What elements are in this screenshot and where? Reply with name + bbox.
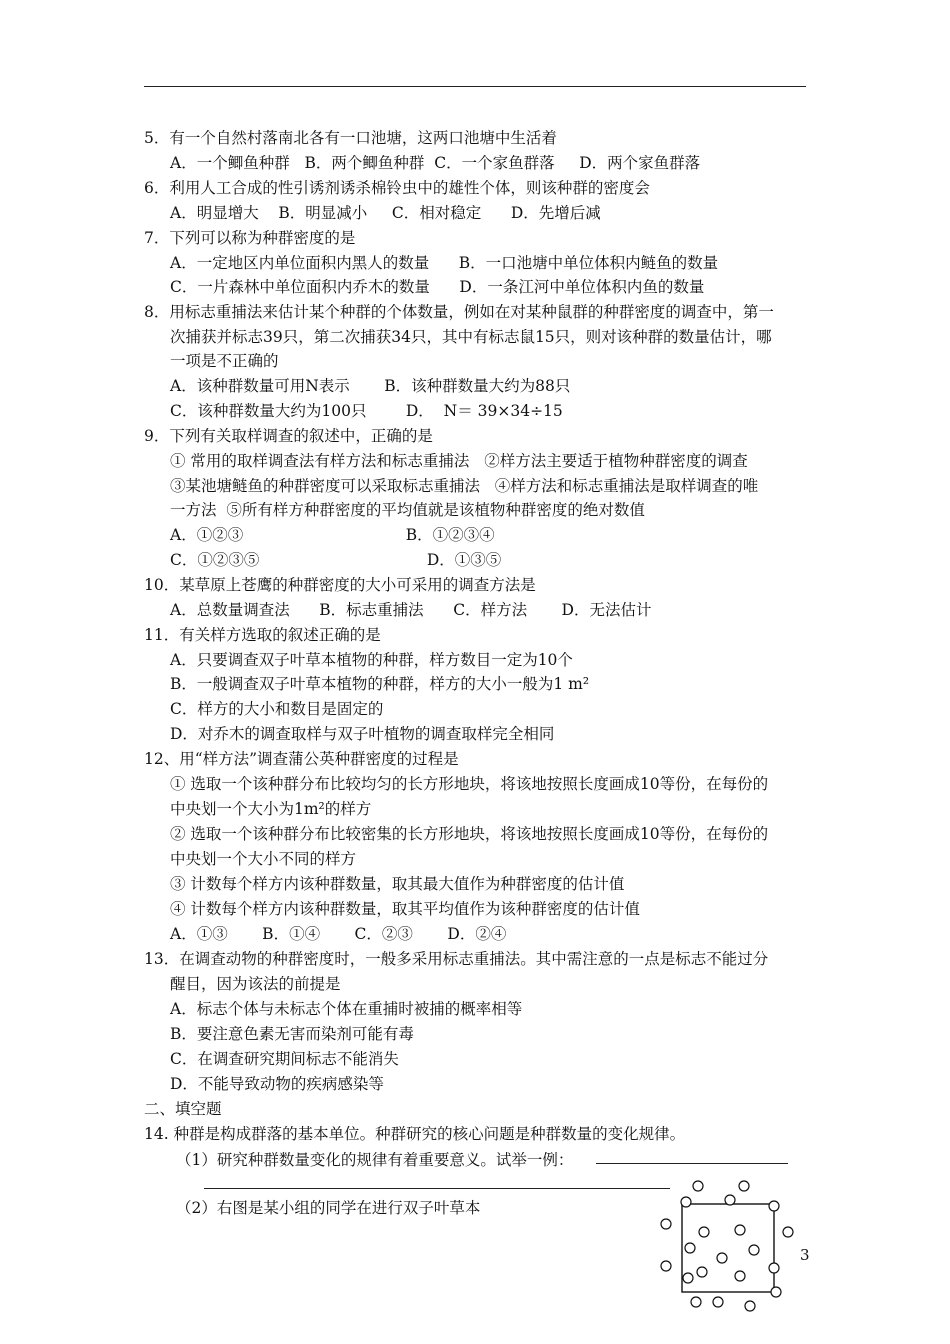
q7-stem: 7．下列可以称为种群密度的是 (144, 229, 356, 247)
q14-part-1: （1）研究种群数量变化的规律有着重要意义。试举一例： (176, 1151, 574, 1169)
q12-statement-1b: 中央划一个大小为1m²的样方 (170, 800, 372, 818)
q11-option-c: C．样方的大小和数目是固定的 (170, 700, 384, 718)
q14-answer-blank-1 (596, 1163, 788, 1164)
q13-option-d: D．不能导致动物的疾病感染等 (170, 1075, 384, 1093)
q10-stem: 10．某草原上苍鹰的种群密度的大小可采用的调查方法是 (144, 576, 536, 594)
q8-stem-3: 一项是不正确的 (170, 352, 279, 370)
q8-options-ab: A．该种群数量可用N表示 B．该种群数量大约为88只 (170, 377, 571, 395)
q8-stem-2: 次捕获并标志39只，第二次捕获34只，其中有标志鼠15只，则对该种群的数量估计，哪 (170, 328, 772, 346)
q6-stem: 6．利用人工合成的性引诱剂诱杀棉铃虫中的雄性个体，则该种群的密度会 (144, 179, 650, 197)
q7-options-ab: A．一定地区内单位面积内黑人的数量 B．一口池塘中单位体积内鲢鱼的数量 (170, 254, 719, 272)
q10-options: A．总数量调查法 B．标志重捕法 C．样方法 D．无法估计 (170, 601, 652, 619)
q7-options-cd: C．一片森林中单位面积内乔木的数量 D．一条江河中单位体积内鱼的数量 (170, 278, 705, 296)
q8-options-cd: C．该种群数量大约为100只 D． N＝ 39×34÷15 (170, 402, 563, 420)
q9-options-ab: A．①②③ B．①②③④ (170, 526, 495, 544)
q11-option-a: A．只要调查双子叶草本植物的种群，样方数目一定为10个 (170, 651, 573, 669)
q13-option-a: A．标志个体与未标志个体在重捕时被捕的概率相等 (170, 1000, 523, 1018)
q12-statement-3: ③ 计数每个样方内该种群数量，取其最大值作为种群密度的估计值 (170, 875, 625, 893)
q12-options: A．①③ B．①④ C．②③ D．②④ (170, 925, 507, 943)
q6-options: A．明显增大 B．明显减小 C．相对稳定 D．先增后减 (170, 204, 601, 222)
q13-stem-1: 13．在调查动物的种群密度时，一般多采用标志重捕法。其中需注意的一点是标志不能过分 (144, 950, 769, 968)
q9-stem: 9．下列有关取样调查的叙述中，正确的是 (144, 427, 433, 445)
q9-options-cd: C．①②③⑤ D．①③⑤ (170, 551, 502, 569)
q12-statement-2a: ② 选取一个该种群分布比较密集的长方形地块，将该地按照长度画成10等份，在每份的 (170, 825, 769, 843)
q8-stem-1: 8．用标志重捕法来估计某个种群的个体数量，例如在对某种鼠群的种群密度的调查中，第一 (144, 303, 774, 321)
q12-stem: 12、用“样方法”调查蒲公英种群密度的过程是 (144, 750, 459, 768)
quadrat-frame (682, 1204, 774, 1292)
page-number: 3 (800, 1246, 810, 1264)
q12-statement-2b: 中央划一个大小不同的样方 (170, 850, 357, 868)
q14-stem: 14. 种群是构成群落的基本单位。种群研究的核心问题是种群数量的变化规律。 (144, 1125, 686, 1143)
q12-statement-1a: ① 选取一个该种群分布比较均匀的长方形地块，将该地按照长度画成10等份，在每份的 (170, 775, 769, 793)
q9-statement-2: ③某池塘鲢鱼的种群密度可以采取标志重捕法 ④样方法和标志重捕法是取样调查的唯 (170, 477, 759, 495)
q13-option-b: B．要注意色素无害而染剂可能有毒 (170, 1025, 414, 1043)
header-rule (144, 86, 806, 87)
quadrat-sample-diagram (656, 1176, 806, 1336)
q5-stem: 5．有一个自然村落南北各有一口池塘，这两口池塘中生活着 (144, 129, 557, 147)
q9-statement-1: ① 常用的取样调查法有样方法和标志重捕法 ②样方法主要适于植物种群密度的调查 (170, 452, 748, 470)
section-heading-fill-in: 二、填空题 (144, 1100, 222, 1118)
q11-option-d: D．对乔木的调查取样与双子叶植物的调查取样完全相同 (170, 725, 555, 743)
q13-stem-2: 醒目，因为该法的前提是 (170, 975, 341, 993)
q14-answer-blank-2 (204, 1188, 670, 1189)
q13-option-c: C．在调查研究期间标志不能消失 (170, 1050, 399, 1068)
q12-statement-4: ④ 计数每个样方内该种群数量，取其平均值作为该种群密度的估计值 (170, 900, 640, 918)
q5-options: A．一个鲫鱼种群 B．两个鲫鱼种群 C．一个家鱼群落 D．两个家鱼群落 (170, 154, 701, 172)
q14-part-2: （2）右图是某小组的同学在进行双子叶草本 (176, 1199, 481, 1217)
q11-stem: 11．有关样方选取的叙述正确的是 (144, 626, 381, 644)
q9-statement-3: 一方法 ⑤所有样方种群密度的平均值就是该植物种群密度的绝对数值 (170, 501, 645, 519)
q11-option-b: B．一般调查双子叶草本植物的种群，样方的大小一般为1 m² (170, 675, 590, 693)
